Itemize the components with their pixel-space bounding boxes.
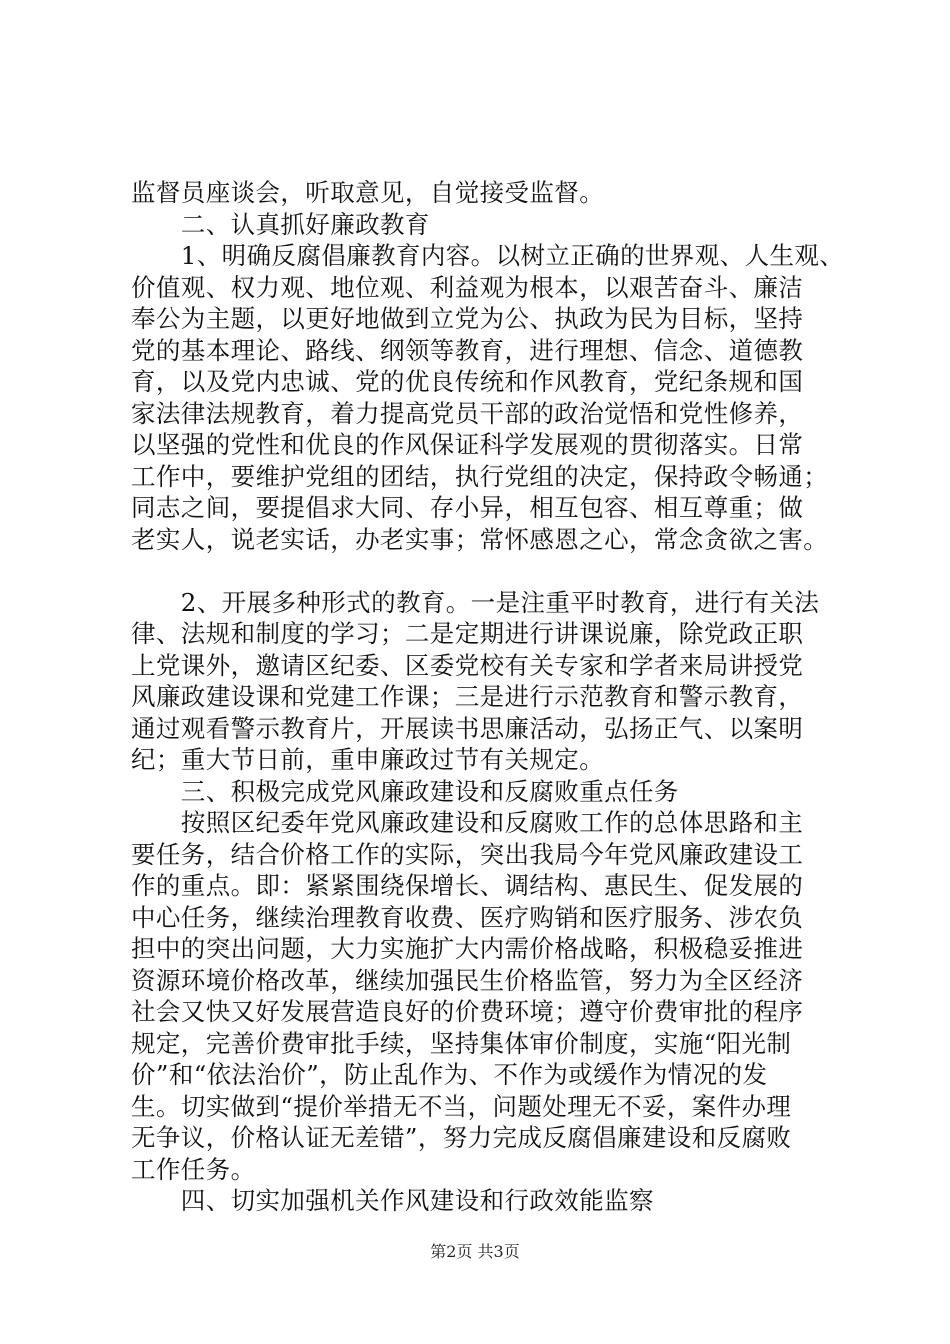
text-line: 家法律法规教育，着力提高党员干部的政治觉悟和党性修养， bbox=[131, 399, 804, 428]
text-line: 上党课外，邀请区纪委、区委党校有关专家和学者来局讲授党 bbox=[131, 651, 804, 680]
text-line: 生。切实做到“提价举措无不当，问题处理无不妥，案件办理 bbox=[131, 1092, 792, 1121]
text-line: 价值观、权力观、地位观、利益观为根本，以艰苦奋斗、廉洁 bbox=[131, 273, 804, 302]
text-line: 奉公为主题，以更好地做到立党为公、执政为民为目标，坚持 bbox=[131, 304, 804, 333]
text-line: 规定，完善价费审批手续，坚持集体审价制度，实施“阳光制 bbox=[131, 1029, 792, 1058]
text-line: 价”和“依法治价”，防止乱作为、不作为或缓作为情况的发 bbox=[131, 1060, 768, 1089]
text-line: 要任务，结合价格工作的实际，突出我局今年党风廉政建设工 bbox=[131, 840, 804, 869]
text-line: 监督员座谈会，听取意见，自觉接受监督。 bbox=[131, 178, 605, 207]
text-line: 工作任务。 bbox=[131, 1155, 256, 1184]
text-line: 无争议，价格认证无差错”，努力完成反腐倡廉建设和反腐败 bbox=[131, 1123, 792, 1152]
text-line: 工作中，要维护党组的团结，执行党组的决定，保持政令畅通； bbox=[131, 462, 829, 491]
section-heading: 四、切实加强机关作风建设和行政效能监察 bbox=[131, 1186, 654, 1215]
text-line: 2、开展多种形式的教育。一是注重平时教育，进行有关法 bbox=[131, 588, 820, 617]
page-number-footer: 第2页 共3页 bbox=[430, 1242, 520, 1261]
text-line: 律、法规和制度的学习；二是定期进行讲课说廉，除党政正职 bbox=[131, 619, 804, 648]
text-line: 资源环境价格改革，继续加强民生价格监管，努力为全区经济 bbox=[131, 966, 804, 995]
text-line: 同志之间，要提倡求大同、存小异，相互包容、相互尊重；做 bbox=[131, 493, 804, 522]
text-line: 通过观看警示教育片，开展读书思廉活动，弘扬正气、以案明 bbox=[131, 714, 804, 743]
text-line: 担中的突出问题，大力实施扩大内需价格战略，积极稳妥推进 bbox=[131, 934, 804, 963]
section-heading: 三、积极完成党风廉政建设和反腐败重点任务 bbox=[131, 777, 679, 806]
text-line: 老实人，说老实话，办老实事；常怀感恩之心，常念贪欲之害。 bbox=[131, 525, 829, 554]
text-line: 1、明确反腐倡廉教育内容。以树立正确的世界观、人生观、 bbox=[131, 241, 845, 270]
text-line: 党的基本理论、路线、纲领等教育，进行理想、信念、道德教 bbox=[131, 336, 804, 365]
section-heading: 二、认真抓好廉政教育 bbox=[131, 210, 430, 239]
text-line: 社会又快又好发展营造良好的价费环境；遵守价费审批的程序 bbox=[131, 997, 804, 1026]
text-line: 按照区纪委年党风廉政建设和反腐败工作的总体思路和主 bbox=[131, 808, 804, 837]
text-line: 以坚强的党性和优良的作风保证科学发展观的贯彻落实。日常 bbox=[131, 430, 804, 459]
text-line: 纪；重大节日前，重申廉政过节有关规定。 bbox=[131, 745, 605, 774]
text-line: 风廉政建设课和党建工作课；三是进行示范教育和警示教育， bbox=[131, 682, 804, 711]
text-line: 育，以及党内忠诚、党的优良传统和作风教育，党纪条规和国 bbox=[131, 367, 804, 396]
text-line: 作的重点。即：紧紧围绕保增长、调结构、惠民生、促发展的 bbox=[131, 871, 804, 900]
text-line: 中心任务，继续治理教育收费、医疗购销和医疗服务、涉农负 bbox=[131, 903, 804, 932]
